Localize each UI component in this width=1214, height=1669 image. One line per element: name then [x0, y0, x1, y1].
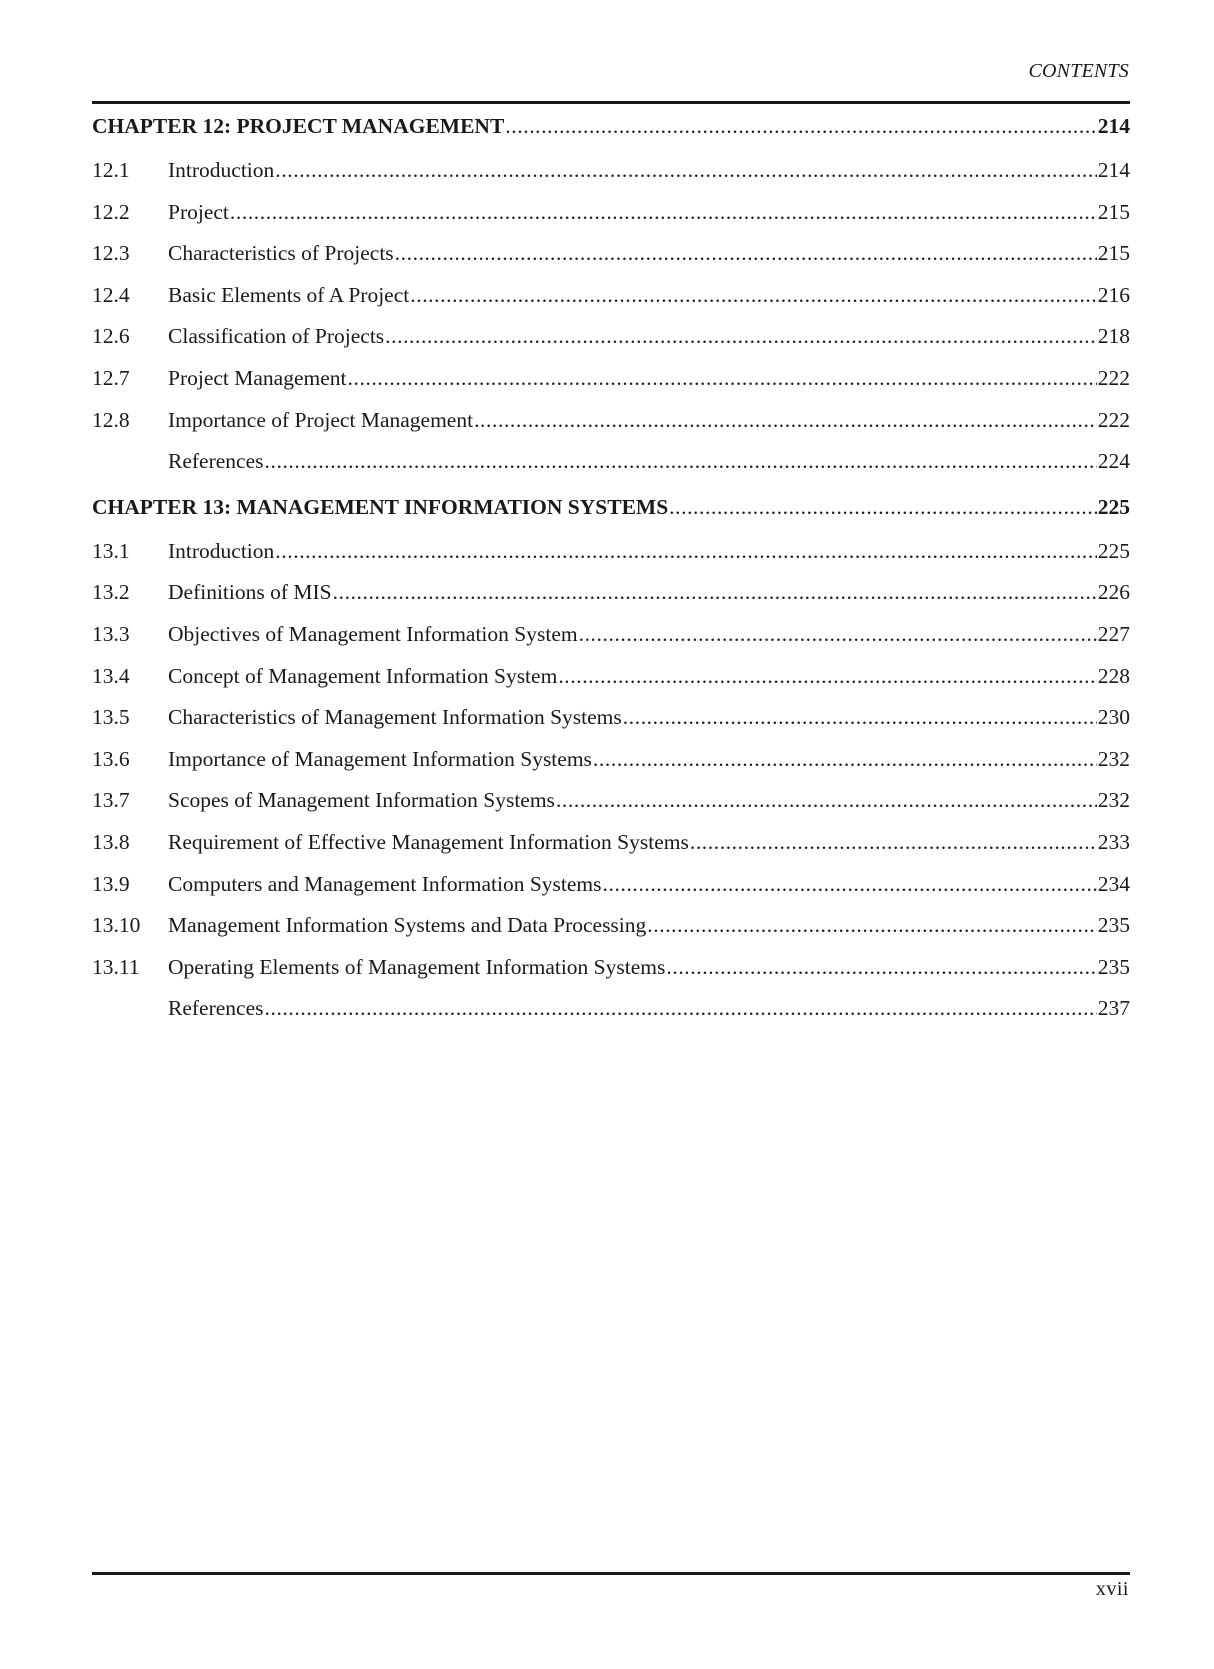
section-title: Management Information Systems and Data Processing [168, 913, 647, 938]
toc-entry[interactable] [92, 864, 1130, 906]
section-number: 12.3 [92, 241, 130, 266]
section-title: Concept of Management Information System [168, 663, 558, 688]
table-of-contents [92, 102, 1130, 1030]
dot-leader [348, 358, 1097, 400]
chapter-title: CHAPTER 13: MANAGEMENT INFORMATION SYSTEMS [92, 494, 669, 519]
section-number: 13.4 [92, 663, 130, 688]
section-number: 13.6 [92, 746, 130, 771]
section-title: Importance of Management Information Systems [168, 746, 592, 771]
section-title: Definitions of MIS [168, 580, 332, 605]
section-title: Characteristics of Projects [168, 241, 394, 266]
section-number: 13.1 [92, 538, 130, 563]
toc-entry[interactable] [92, 614, 1130, 656]
section-number: 13.2 [92, 580, 130, 605]
section-number: 13.8 [92, 829, 130, 854]
section-number: 13.11 [92, 954, 140, 979]
section-page-number: 225 [1097, 538, 1130, 563]
dot-leader [275, 150, 1096, 192]
dot-leader [395, 233, 1097, 275]
toc-entry[interactable] [92, 947, 1130, 989]
dot-leader [505, 102, 1096, 150]
section-page-number: 234 [1097, 871, 1130, 896]
section-title: Importance of Project Management [168, 407, 474, 432]
toc-entry[interactable] [92, 275, 1130, 317]
dot-leader [666, 947, 1096, 989]
chapter-heading[interactable] [92, 483, 1130, 531]
running-head: CONTENTS [1028, 60, 1129, 82]
section-number: 13.9 [92, 871, 130, 896]
section-page-number: 218 [1097, 324, 1130, 349]
section-page-number: 215 [1097, 241, 1130, 266]
section-title: Operating Elements of Management Information Systems [168, 954, 666, 979]
chapter-page-number: 214 [1097, 114, 1130, 138]
section-page-number: 224 [1097, 449, 1130, 474]
toc-entry[interactable] [92, 400, 1130, 442]
section-number: 12.4 [92, 282, 130, 307]
section-page-number: 232 [1097, 788, 1130, 813]
section-page-number: 230 [1097, 705, 1130, 730]
section-title: Scopes of Management Information Systems [168, 788, 555, 813]
section-title: Characteristics of Management Information Systems [168, 705, 622, 730]
chapter-block [92, 102, 1130, 483]
section-page-number: 214 [1097, 158, 1130, 182]
dot-leader [265, 988, 1097, 1030]
dot-leader [474, 400, 1097, 442]
section-title: References [168, 996, 264, 1021]
section-number: 13.7 [92, 788, 130, 813]
section-page-number: 222 [1097, 365, 1130, 390]
section-number: 13.3 [92, 621, 130, 646]
dot-leader [623, 697, 1097, 739]
section-number: 12.2 [92, 199, 130, 224]
section-number: 12.1 [92, 158, 130, 182]
section-number: 13.10 [92, 913, 141, 938]
section-title: Introduction [168, 158, 275, 182]
section-page-number: 222 [1097, 407, 1130, 432]
dot-leader [333, 572, 1097, 614]
section-page-number: 226 [1097, 580, 1130, 605]
chapter-block [92, 483, 1130, 1030]
chapter-page-number: 225 [1097, 494, 1130, 519]
toc-entry[interactable] [92, 531, 1130, 573]
section-page-number: 228 [1097, 663, 1130, 688]
chapter-title: CHAPTER 12: PROJECT MANAGEMENT [92, 114, 505, 138]
section-page-number: 227 [1097, 621, 1130, 646]
dot-leader [579, 614, 1097, 656]
toc-entry[interactable] [92, 150, 1130, 192]
toc-entry[interactable] [92, 316, 1130, 358]
toc-entry[interactable] [92, 905, 1130, 947]
dot-leader [230, 192, 1097, 234]
footer-rule [92, 1572, 1130, 1575]
page-number: xvii [1095, 1578, 1129, 1600]
dot-leader [558, 656, 1096, 698]
section-title: Project Management [168, 365, 347, 390]
section-number: 12.8 [92, 407, 130, 432]
dot-leader [410, 275, 1097, 317]
section-number: 12.6 [92, 324, 130, 349]
toc-entry[interactable] [92, 988, 1130, 1030]
section-title: Basic Elements of A Project [168, 282, 410, 307]
dot-leader [669, 483, 1097, 531]
section-title: Computers and Management Information Systems [168, 871, 602, 896]
toc-entry[interactable] [92, 822, 1130, 864]
section-title: Project [168, 199, 229, 224]
toc-entry[interactable] [92, 441, 1130, 483]
section-page-number: 237 [1097, 996, 1130, 1021]
section-page-number: 215 [1097, 199, 1130, 224]
section-title: Classification of Projects [168, 324, 385, 349]
section-number: 13.5 [92, 705, 130, 730]
dot-leader [265, 441, 1097, 483]
chapter-heading[interactable] [92, 102, 1130, 150]
section-number: 12.7 [92, 365, 130, 390]
section-page-number: 235 [1097, 954, 1130, 979]
dot-leader [593, 739, 1097, 781]
toc-entry[interactable] [92, 739, 1130, 781]
toc-entry[interactable] [92, 233, 1130, 275]
section-page-number: 216 [1097, 282, 1130, 307]
section-page-number: 235 [1097, 913, 1130, 938]
section-page-number: 232 [1097, 746, 1130, 771]
section-title: References [168, 449, 264, 474]
toc-entry[interactable] [92, 697, 1130, 739]
toc-entry[interactable] [92, 358, 1130, 400]
toc-entry[interactable] [92, 780, 1130, 822]
section-title: Objectives of Management Information System [168, 621, 578, 646]
section-title: Introduction [168, 538, 275, 563]
dot-leader [603, 864, 1097, 906]
toc-entry[interactable] [92, 656, 1130, 698]
dot-leader [385, 316, 1097, 358]
toc-entry[interactable] [92, 572, 1130, 614]
dot-leader [556, 780, 1097, 822]
dot-leader [690, 822, 1097, 864]
section-title: Requirement of Effective Management Information Systems [168, 829, 689, 854]
section-page-number: 233 [1097, 829, 1130, 854]
dot-leader [647, 905, 1096, 947]
toc-entry[interactable] [92, 192, 1130, 234]
dot-leader [275, 531, 1096, 573]
